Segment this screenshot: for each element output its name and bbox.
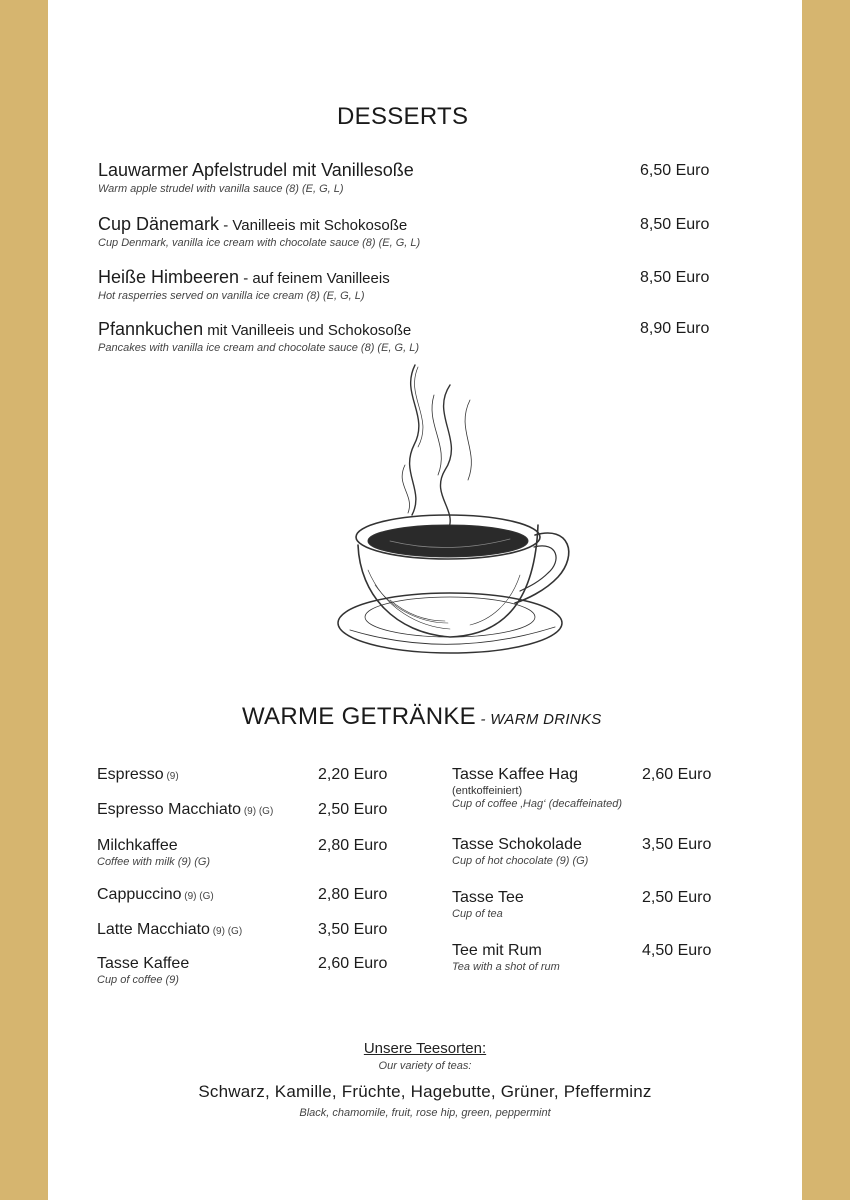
dessert-price: 8,50 Euro (640, 216, 710, 233)
drink-name: Tasse Schokolade (452, 836, 582, 853)
drink-name: Cappuccino (97, 886, 182, 903)
dessert-item (98, 267, 390, 302)
tea-heading-english: Our variety of teas: (378, 1060, 472, 1072)
drink-name: Tasse Tee (452, 889, 524, 906)
drinks-title-text: WARME GETRÄNKE (242, 703, 476, 730)
drink-allergens: (9) (163, 771, 179, 782)
drink-price: 2,50 Euro (318, 801, 388, 818)
drink-item (97, 766, 179, 784)
dessert-description: - auf feinem Vanilleeis (239, 270, 390, 287)
dessert-description: - Vanilleeis mit Schokosoße (219, 217, 408, 234)
drink-note: (entkoffeiniert) (452, 785, 523, 797)
drink-price: 2,60 Euro (642, 766, 712, 783)
drink-english: Tea with a shot of rum (452, 961, 560, 973)
dessert-name: Cup Dänemark (98, 214, 220, 234)
dessert-english: Hot rasperries served on vanilla ice cream (8) (E, G, L) (98, 290, 365, 302)
tea-list: Schwarz, Kamille, Früchte, Hagebutte, Grüner, Pfefferminz (198, 1082, 652, 1101)
drink-price: 3,50 Euro (642, 836, 712, 853)
dessert-price: 8,50 Euro (640, 269, 710, 286)
drink-item (97, 837, 210, 868)
coffee-cup-icon (330, 355, 580, 665)
desserts-title: DESSERTS (337, 103, 469, 130)
drink-price: 2,20 Euro (318, 766, 388, 783)
tea-heading: Unsere Teesorten: (363, 1040, 487, 1057)
dessert-item (98, 214, 420, 249)
drink-item (452, 889, 524, 920)
dessert-name: Pfannkuchen (98, 319, 204, 339)
dessert-price: 8,90 Euro (640, 320, 710, 337)
drink-english: Cup of hot chocolate (9) (G) (452, 855, 589, 867)
dessert-english: Warm apple strudel with vanilla sauce (8) (E, G, L) (98, 183, 344, 195)
drink-name: Latte Macchiato (97, 921, 210, 938)
dessert-item (98, 319, 419, 354)
drink-name: Espresso (97, 766, 164, 783)
drink-item (452, 766, 622, 810)
drink-item (452, 836, 588, 867)
drink-price: 2,50 Euro (642, 889, 712, 906)
dessert-item (98, 160, 414, 195)
dessert-name: Heiße Himbeeren (98, 267, 240, 287)
drink-price: 2,80 Euro (318, 837, 388, 854)
drink-english: Cup of coffee (9) (97, 974, 179, 986)
drink-name: Tasse Kaffee Hag (452, 766, 579, 783)
drink-name: Milchkaffee (97, 837, 178, 854)
drink-name: Tasse Kaffee (97, 955, 190, 972)
drink-price: 4,50 Euro (642, 942, 712, 959)
drink-item (97, 955, 189, 986)
gold-border-right (802, 0, 850, 1200)
drink-name: Tee mit Rum (452, 942, 542, 959)
drink-allergens: (9) (G) (181, 891, 214, 902)
drink-item (97, 886, 214, 904)
drink-item (452, 942, 560, 973)
dessert-description: mit Vanilleeis und Schokosoße (203, 322, 412, 339)
dessert-english: Pancakes with vanilla ice cream and chocolate sauce (8) (E, G, L) (98, 342, 419, 354)
dessert-price: 6,50 Euro (640, 162, 710, 179)
dessert-name: Lauwarmer Apfelstrudel mit Vanillesoße (98, 160, 414, 180)
drink-price: 3,50 Euro (318, 921, 388, 938)
drink-allergens: (9) (G) (209, 926, 243, 937)
drink-price: 2,80 Euro (318, 886, 388, 903)
drink-allergens: (9) (G) (241, 806, 274, 817)
tea-list-english: Black, chamomile, fruit, rose hip, green, peppermint (299, 1107, 551, 1119)
gold-border-left (0, 0, 48, 1200)
drink-english: Cup of coffee ‚Hag‘ (decaffeinated) (452, 798, 622, 810)
drinks-subtitle: - WARM DRINKS (476, 711, 602, 728)
dessert-english: Cup Denmark, vanilla ice cream with chocolate sauce (8) (E, G, L) (98, 237, 421, 249)
drink-price: 2,60 Euro (318, 955, 388, 972)
drinks-title (242, 703, 602, 731)
drink-english: Coffee with milk (9) (G) (97, 856, 211, 868)
drink-item (97, 801, 273, 819)
drink-name: Espresso Macchiato (97, 801, 242, 818)
drink-item (97, 921, 242, 939)
drink-english: Cup of tea (452, 908, 503, 920)
